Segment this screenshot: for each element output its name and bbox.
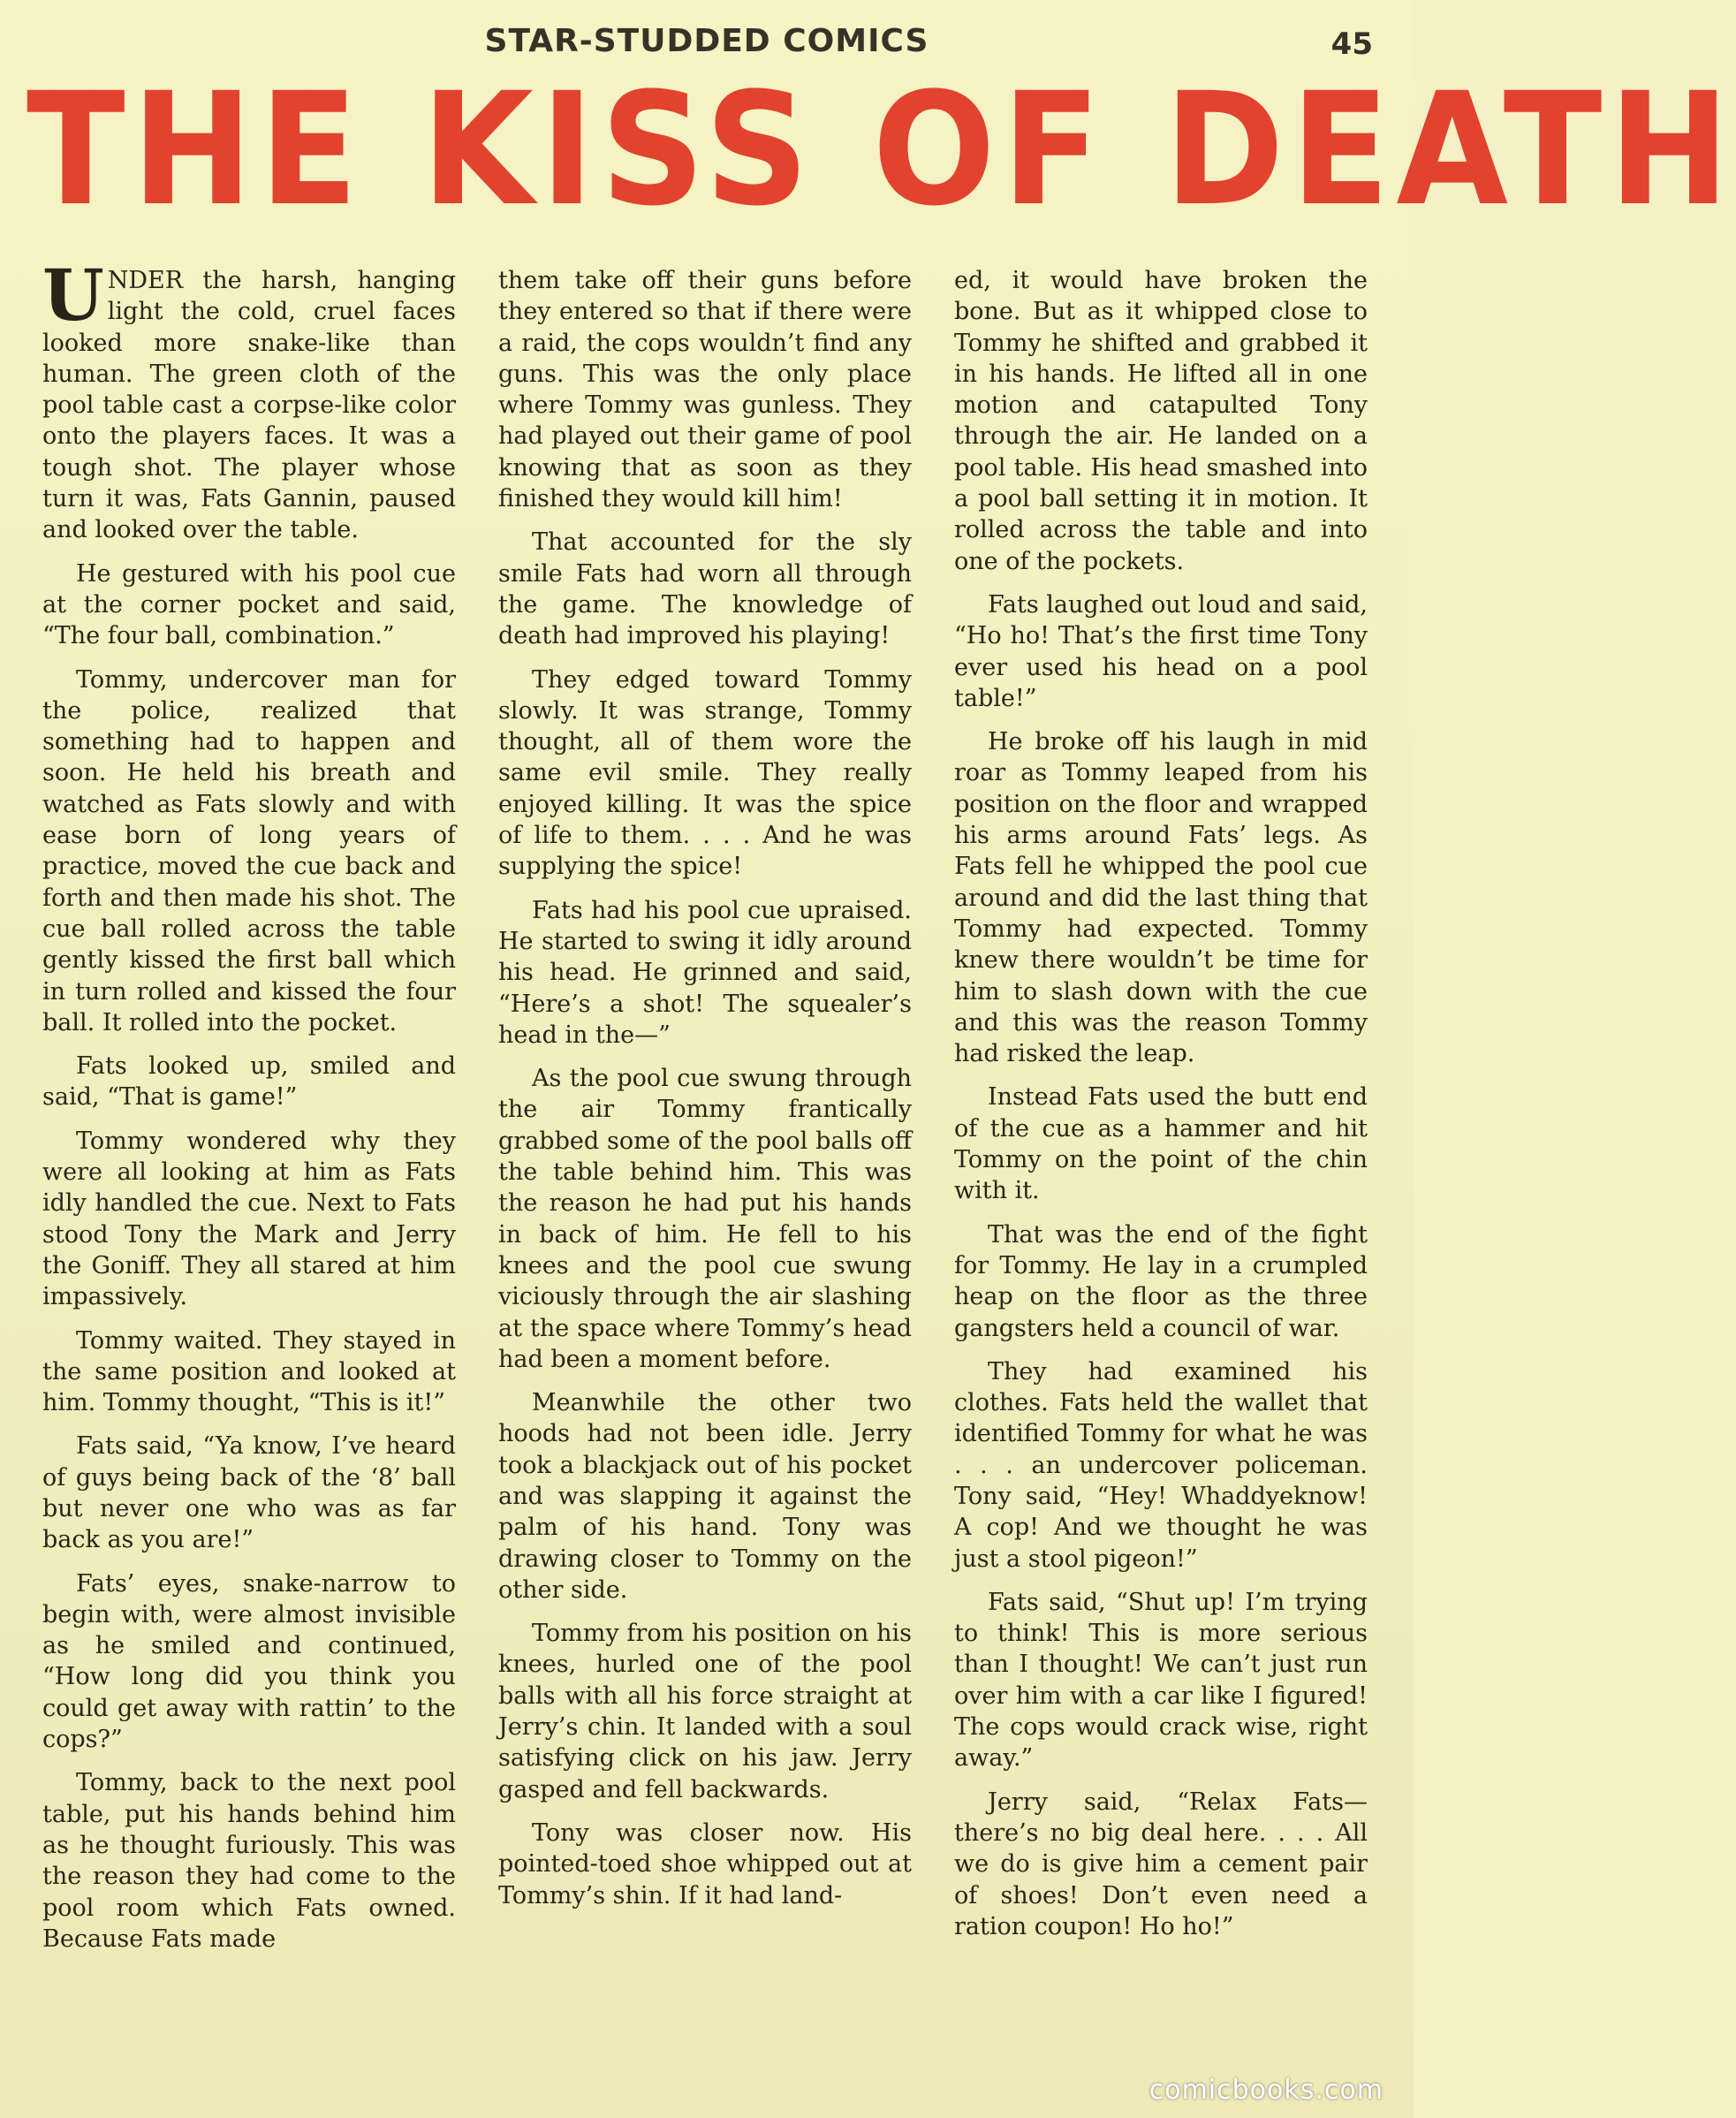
text-column-1	[42, 254, 456, 2059]
paragraph: Tommy wondered why they were all looking at him as Fats idly handled the cue. Next to Fats stood Tony the Mark and Jerry the Goniff. They all stared at him impassively.	[42, 1127, 456, 1311]
paragraph: They edged toward Tommy slowly. It was strange, Tommy thought, all of them wore the same evil smile. They really enjoyed killing. It was the spice of life to them. . . . And he was supplying the spice!	[498, 665, 912, 881]
paragraph: That accounted for the sly smile Fats had worn all through the game. The knowledge of death had improved his playing!	[498, 528, 912, 650]
publication-name: STAR-STUDDED COMICS	[484, 23, 929, 59]
paragraph: Fats said, “Shut up! I’m trying to think! This is more serious than I thought! We can’t just run over him with a car like I figured! The cops would crack wise, right away.”	[954, 1588, 1368, 1773]
paragraph: Tony was closer now. His pointed-toed shoe whipped out at Tommy’s shin. If it had land-	[498, 1818, 912, 1909]
text-column-3	[954, 265, 1368, 2059]
paragraph: He broke off his laugh in mid roar as Tommy leaped from his position on the floor and wrapped his arms around Fats’ legs. As Fats fell he whipped the pool cue around and did the last thing that Tommy had expected. Tommy knew there wouldn’t be time for him to slash down with the cue and this was the reason Tommy had risked the leap.	[954, 728, 1368, 1068]
paragraph: Tommy, back to the next pool table, put his hands behind him as he thought furiously. This was the reason they had come to the pool room which Fats owned. Because Fats made	[42, 1769, 456, 1953]
paragraph: Fats had his pool cue upraised. He started to swing it idly around his head. He grinned and said, “Here’s a shot! The squealer’s head in the—”	[498, 896, 912, 1049]
paragraph: Fats said, “Ya know, I’ve heard of guys being back of the ‘8’ ball but never one who was as far back as you are!”	[42, 1432, 456, 1554]
site-watermark: comicbooks.com	[1148, 2075, 1383, 2106]
page-number: 45	[1330, 27, 1373, 62]
paragraph: He gestured with his pool cue at the corner pocket and said, “The four ball, combination.”	[42, 559, 456, 650]
paragraph: Tommy waited. They stayed in the same position and looked at him. Tommy thought, “This is it!”	[42, 1326, 456, 1417]
paragraph: ed, it would have broken the bone. But as it whipped close to Tommy he shifted and grabbed it in his hands. He lifted all in one motion and catapulted Tony through the air. He landed on a pool table. His head smashed into a pool ball setting it in motion. It rolled across the table and into one of the pockets.	[954, 267, 1368, 575]
paragraph: them take off their guns before they entered so that if there were a raid, the cops wouldn’t find any guns. This was the only place where Tommy was gunless. They had played out their game of pool knowing that as soon as they finished they would kill him!	[498, 267, 912, 513]
story-body	[42, 254, 1368, 2059]
paragraph: Tommy from his position on his knees, hurled one of the pool balls with all his force straight at Jerry’s chin. It landed with a soul satisfying click on his jaw. Jerry gasped and fell backwards.	[498, 1620, 912, 1803]
paragraph: As the pool cue swung through the air Tommy frantically grabbed some of the pool balls off the table behind him. This was the reason he had put his hands in back of him. He fell to his knees and the pool cue swung viciously through the air slashing at the space where Tommy’s head had been a moment before.	[498, 1065, 912, 1373]
paragraph: Fats’ eyes, snake-narrow to begin with, were almost invisible as he smiled and continued, “How long did you think you could get away with rattin’ to the cops?”	[42, 1569, 456, 1754]
paragraph: Jerry said, “Relax Fats— there’s no big deal here. . . . All we do is give him a cement pair of shoes! Don’t even need a ration coupon! Ho ho!”	[954, 1788, 1368, 1940]
paragraph: Tommy, undercover man for the police, realized that something had to happen and soon. He held his breath and watched as Fats slowly and with ease born of long years of practice, moved the cue back and forth and then made his shot. The cue ball rolled across the table gently kissed the first ball which in turn rolled and kissed the four ball. It rolled into the pocket.	[42, 665, 456, 1036]
drop-cap: U	[42, 254, 104, 337]
paragraph: Instead Fats used the butt end of the cue as a hammer and hit Tommy on the point of the chin with it.	[954, 1083, 1368, 1205]
paragraph: UNDER the harsh, hanging light the cold, cruel faces looked more snake-like than human. The green cloth of the pool table cast a corpse-like color onto the players faces. It was a tough shot. The player whose turn it was, Fats Gannin, paused and looked over the table.	[42, 254, 456, 544]
paragraph: Meanwhile the other two hoods had not been idle. Jerry took a blackjack out of his pocket and was slapping it against the palm of his hand. Tony was drawing closer to Tommy on the other side.	[498, 1389, 912, 1604]
paragraph: That was the end of the fight for Tommy. He lay in a crumpled heap on the floor as the three gangsters held a council of war.	[954, 1220, 1368, 1342]
paragraph: Fats looked up, smiled and said, “That is game!”	[42, 1052, 456, 1112]
text-column-2	[498, 265, 912, 2059]
paragraph: Fats laughed out loud and said, “Ho ho! That’s the first time Tony ever used his head on a pool table!”	[954, 590, 1368, 712]
paragraph: They had examined his clothes. Fats held the wallet that identified Tommy for what he was . . . an undercover policeman. Tony said, “Hey! Whaddyeknow! A cop! And we thought he was just a stool pigeon!”	[954, 1357, 1368, 1573]
story-title: THE KISS OF DEATH	[27, 59, 1736, 240]
